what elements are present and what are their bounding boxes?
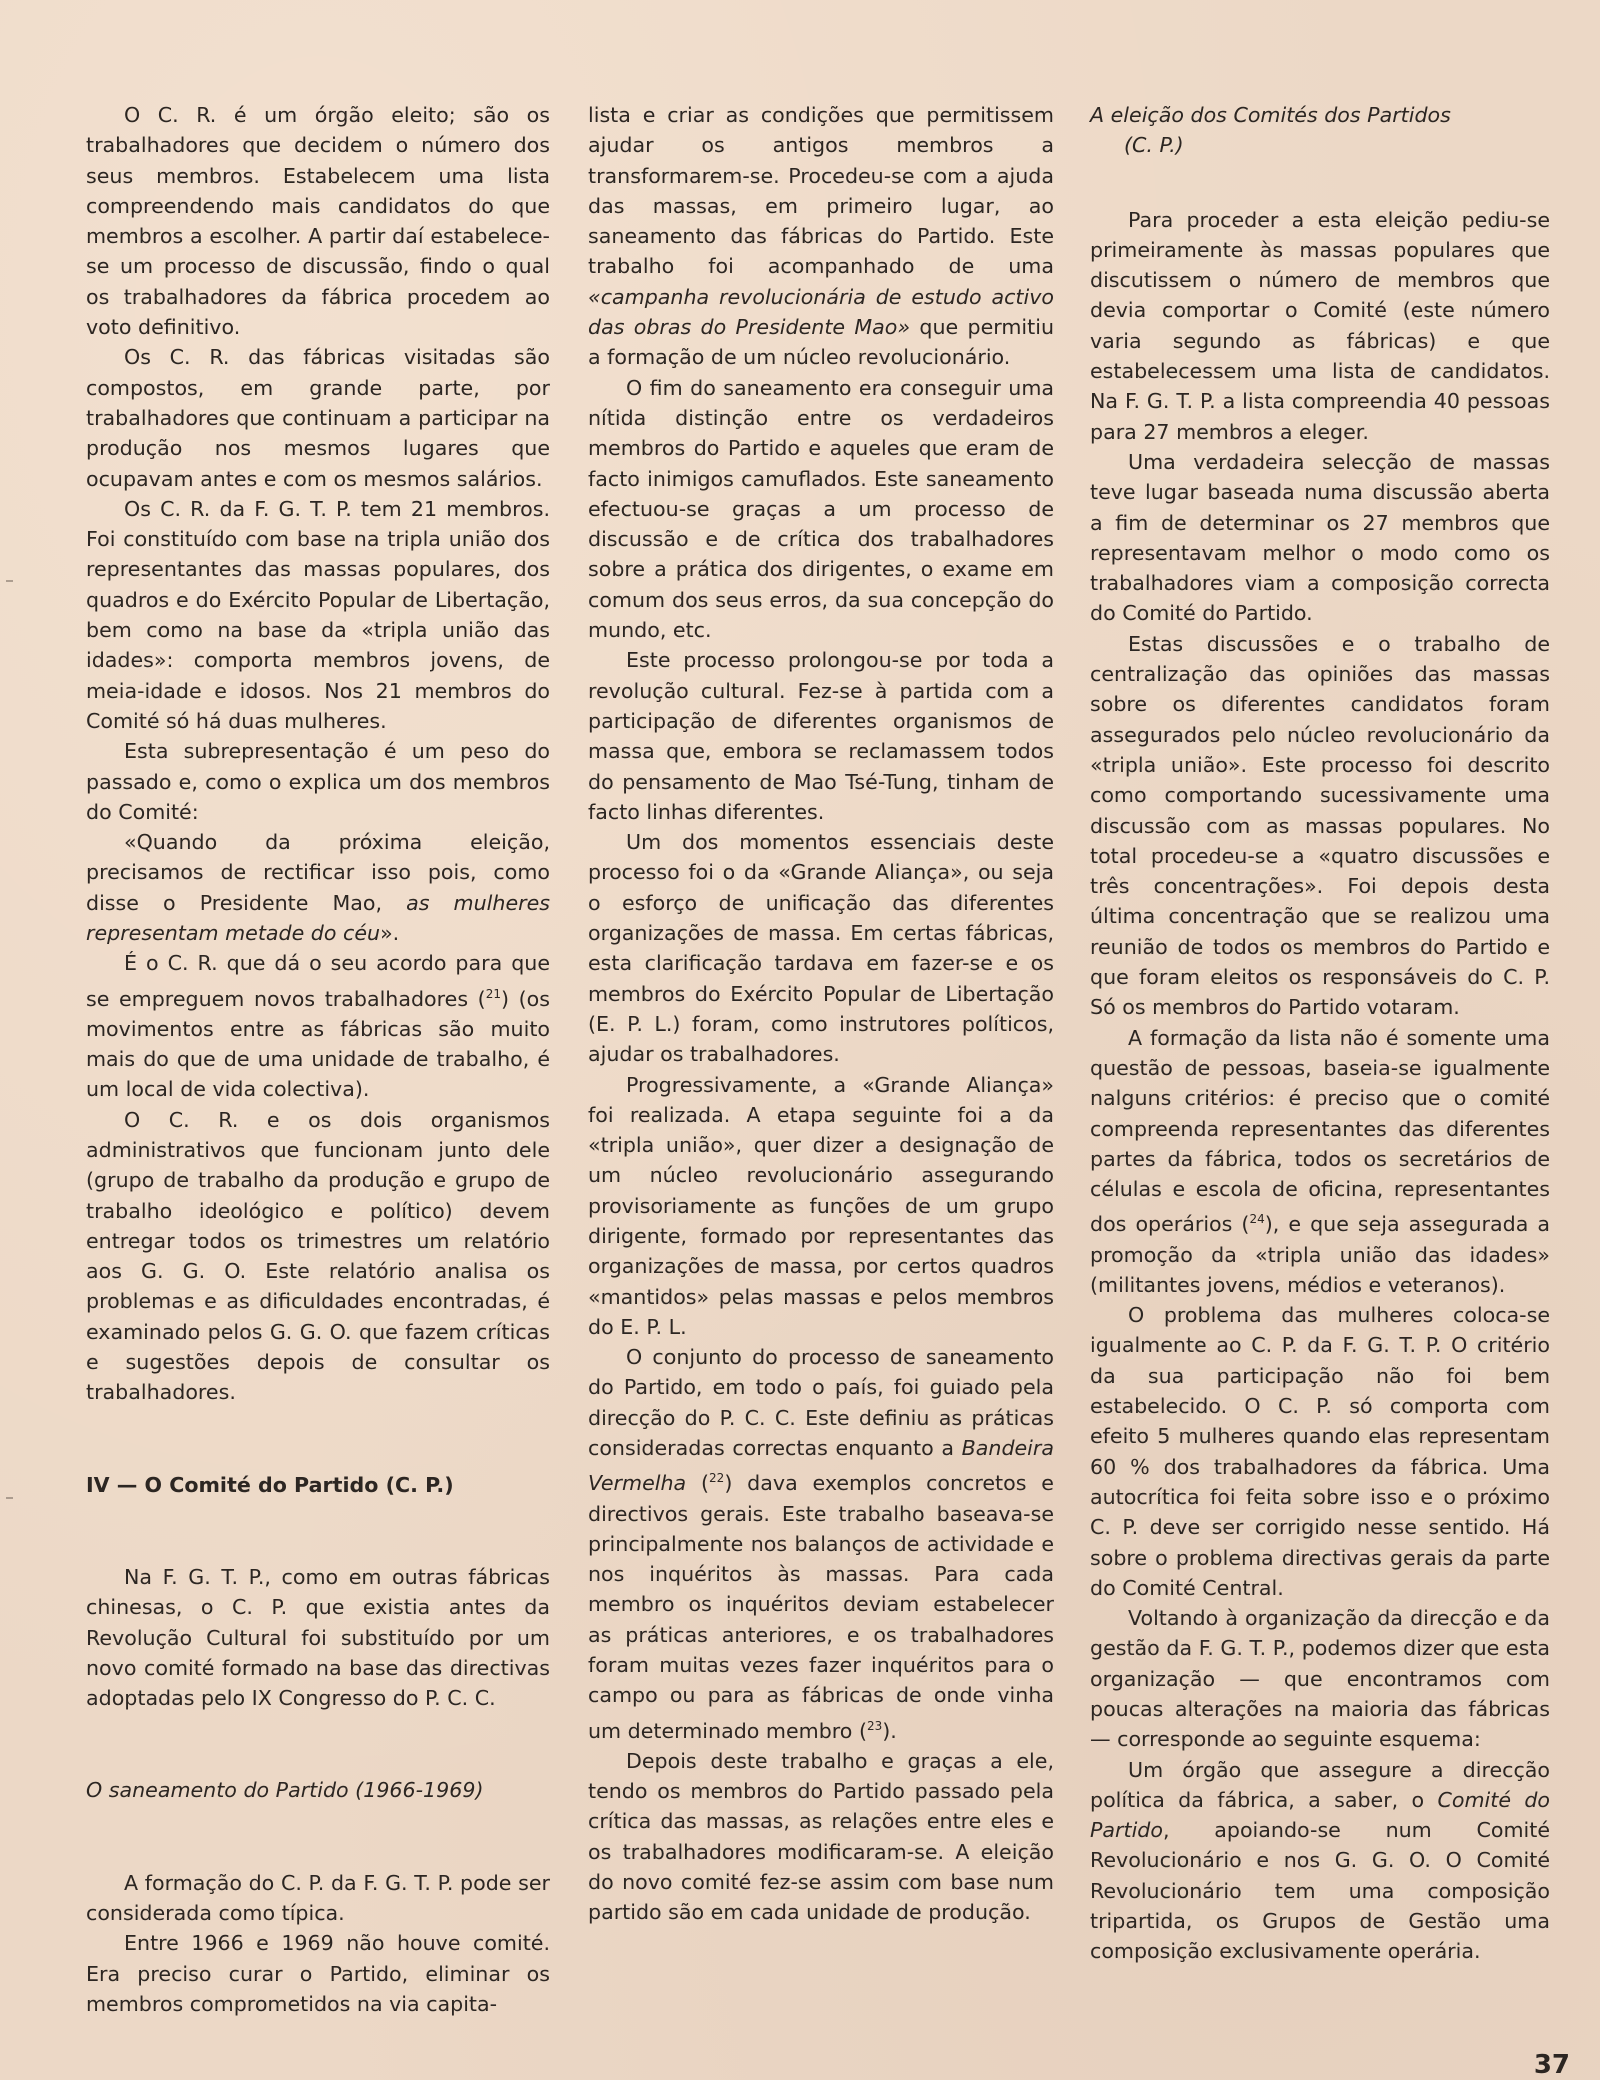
footnote-ref: 21 [485,986,501,1001]
quote-end: ». [380,921,400,946]
paragraph: O fim do saneamento era conseguir uma nítida distinção entre os verdadeiros membros do Partido e aqueles que eram de facto inimigos camuflados. Este saneamento efectuou-se graças a um processo de discussão e de crítica dos trabalhadores sobre a prática dos dirigentes, o exame em comum dos seus erros, da sua concepção do mundo, etc. [588,375,1054,643]
quote-text: «Quando da próxima eleição, precisamos de rectificar isso pois, como disse o Presidente Mao, [86,830,550,915]
spacer [86,1806,550,1868]
spacer [86,1500,550,1562]
paragraph [588,1342,1054,1746]
subsection-heading: O saneamento do Partido (1966-1969) [86,1778,484,1803]
text-span: É o C. R. que dá o seu acordo para que se empreguem novos trabalhadores ( [86,951,550,1011]
margin-mark [6,580,13,582]
quote-italic: as mulheres representam metade do céu [86,890,550,946]
footnote-ref: 22 [709,1471,725,1486]
text-span: ) (os movimentos entre as fábricas são muito mais do que de uma unidade de trabalho, é um local de vida colectiva). [86,986,550,1102]
paragraph: Os C. R. da F. G. T. P. tem 21 membros. Foi constituído com base na tripla união dos representantes das massas populares, dos quadros e do Exército Popular de Libertação, bem como na base da «tripla união das idades»: comporta membros jovens, de meia-idade e idosos. Nos 21 membros do Comité só há duas mulheres. [86,496,550,733]
text-span: ) dava exemplos concretos e directivos gerais. Este trabalho baseava-se principalmente nos balanços de actividade e nos inquéritos às massas. Para cada membro os inquéritos deviam estabelecer as práticas anteriores, e os trabalhadores foram muitas vezes fazer inquéritos para o campo ou para as fábricas de onde vinha um determinado membro ( [588,1471,1054,1743]
paragraph: Progressivamente, a «Grande Aliança» foi realizada. A etapa seguinte foi a da «tripla união», quer dizer a designação de um núcleo revolucionário assegurando provisoriamente as funções de um grupo dirigente, formado por representantes das organizações de massa, por certos quadros «mantidos» pelas massas e pelos membros do E. P. L. [588,1072,1054,1339]
text-span: , apoiando-se num Comité Revolucionário e nos G. G. O. O Comité Revolucionário tem uma composição tripartida, os Grupos de Gestão uma composição exclusivamente operária. [1090,1818,1550,1964]
section-heading: IV — O Comité do Partido (C. P.) [86,1472,454,1497]
paragraph: A formação do C. P. da F. G. T. P. pode ser considerada como típica. [86,1870,550,1925]
paragraph [86,827,550,948]
text-column-1 [86,100,550,2019]
subsection-heading-cont: (C. P.) [1124,133,1184,158]
paragraph [86,948,550,1104]
text-span: que permitiu a formação de um núcleo revolucionário. [588,315,1054,370]
text-span: ), e que seja assegurada a promoção da «tripla união das idades» (militantes jovens, médios e veteranos). [1090,1212,1550,1297]
paragraph: Os C. R. das fábricas visitadas são compostos, em grande parte, por trabalhadores que continuam a participar na produção nos mesmos lugares que ocupavam antes e com os mesmos salários. [86,345,550,491]
paragraph [588,100,1054,373]
text-span: A formação da lista não é somente uma questão de pessoas, baseia-se igualmente nalguns critérios: é preciso que o comité compreenda representantes das diferentes partes da fábrica, todos os secretários de células e escola de oficina, representantes dos operários ( [1090,1025,1550,1237]
paragraph: Uma verdadeira selecção de massas teve lugar baseada numa discussão aberta a fim de determinar os 27 membros que representavam melhor o modo como os trabalhadores viam a composição correcta do Comité do Partido. [1090,449,1550,626]
page-number: 37 [1533,2050,1570,2080]
paragraph: O C. R. é um órgão eleito; são os trabalhadores que decidem o número dos seus membros. Estabelecem uma lista compreendendo mais candidatos do que membros a escolher. A partir daí estabelece-se um processo de discussão, findo o qual os trabalhadores da fábrica procedem ao voto definitivo. [86,103,550,340]
paragraph: Esta subrepresentação é um peso do passado e, como o explica um dos membros do Comité: [86,739,550,824]
paragraph: O problema das mulheres coloca-se igualmente ao C. P. da F. G. T. P. O critério da sua participação não foi bem estabelecido. O C. P. só comporta com efeito 5 mulheres quando elas representam 60 % dos trabalhadores da fábrica. Uma autocrítica foi feita sobre isso e o próximo C. P. deve ser corrigido nesse sentido. Há sobre o problema directivas gerais da parte do Comité Central. [1090,1303,1550,1600]
footnote-ref: 23 [866,1718,883,1733]
paragraph: Para proceder a esta eleição pediu-se primeiramente às massas populares que discutissem o número de membros que devia comportar o Comité (este número varia segundo as fábricas) e que estabelecessem uma lista de candidatos. Na F. G. T. P. a lista compreendia 40 pessoas para 27 membros a eleger. [1090,207,1550,444]
text-column-3 [1090,100,1550,1967]
paragraph: Estas discussões e o trabalho de centralização das opiniões das massas sobre os diferentes candidatos foram assegurados pelo núcleo revolucionário da «tripla união». Este processo foi descrito como comportando sucessivamente uma discussão com as massas populares. No total procedeu-se a «quatro discussões e três concentrações». Foi depois desta última concentração que se realizou uma reunião de todos os membros do Partido e que foram eleitos os responsáveis do C. P. Só os membros do Partido votaram. [1090,631,1550,1020]
paragraph: Um dos momentos essenciais deste processo foi o da «Grande Aliança», ou seja o esforço de unificação das diferentes organizações de massa. Em certas fábricas, esta clarificação tardava em fazer-se e os membros do Exército Popular de Libertação (E. P. L.) foram, como instrutores políticos, ajudar os trabalhadores. [588,830,1054,1067]
paragraph: Este processo prolongou-se por toda a revolução cultural. Fez-se à partida com a participação de diferentes organismos de massa que, embora se reclamassem todos do pensamento de Mao Tsé-Tung, tinham de facto linhas diferentes. [588,648,1054,824]
text-span: lista e criar as condições que permitissem ajudar os antigos membros a transformarem-se. Procedeu-se com a ajuda das massas, em primeiro lugar, ao saneamento das fábricas do Partido. Este trabalho foi acompanhado de uma [588,103,1054,279]
text-span: ). [882,1718,897,1743]
footnote-ref: 24 [1249,1212,1265,1227]
spacer [86,1408,550,1470]
paragraph: Na F. G. T. P., como em outras fábricas chinesas, o C. P. que existia antes da Revolução Cultural foi substituído por um novo comité formado na base das directivas adoptadas pelo IX Congresso do P. C. C. [86,1564,550,1711]
subsection-heading: A eleição dos Comités dos Partidos [1090,103,1451,127]
italic-span: Bandeira Vermelha [588,1436,1054,1496]
spacer [1090,161,1550,205]
spacer [86,1713,550,1775]
italic-span: «campanha revolucionária de estudo activo das obras do Presidente Mao» [588,284,1054,340]
margin-mark [6,1497,13,1499]
paragraph [1090,1023,1550,1301]
paragraph: Entre 1966 e 1969 não houve comité. Era preciso curar o Partido, eliminar os membros comprometidos na via capita- [86,1931,550,2016]
text-span: Um órgão que assegure a direcção política da fábrica, a saber, o [1090,1757,1550,1812]
text-span: ( [686,1471,710,1496]
paragraph [1090,1755,1550,1967]
text-span: O conjunto do processo de saneamento do Partido, em todo o país, foi guiado pela direcção do P. C. C. Este definiu as práticas consideradas correctas enquanto a [588,1345,1054,1461]
paragraph: Depois deste trabalho e graças a ele, tendo os membros do Partido passado pela crítica das massas, as relações entre eles e os trabalhadores modificaram-se. A eleição do novo comité fez-se assim com base num partido são em cada unidade de produção. [588,1748,1054,1925]
italic-span: Comité do Partido [1090,1787,1550,1843]
paragraph: Voltando à organização da direcção e da gestão da F. G. T. P., podemos dizer que esta organização — que encontramos com poucas alterações na maioria das fábricas — corresponde ao seguinte esquema: [1090,1606,1550,1752]
paragraph: O C. R. e os dois organismos administrativos que funcionam junto dele (grupo de trabalho da produção e grupo de trabalho ideológico e político) devem entregar todos os trimestres um relatório aos G. G. O. Este relatório analisa os problemas e as dificuldades encontradas, é examinado pelos G. G. O. que fazem críticas e sugestões depois de consultar os trabalhadores. [86,1107,550,1405]
text-column-2 [588,100,1054,1928]
